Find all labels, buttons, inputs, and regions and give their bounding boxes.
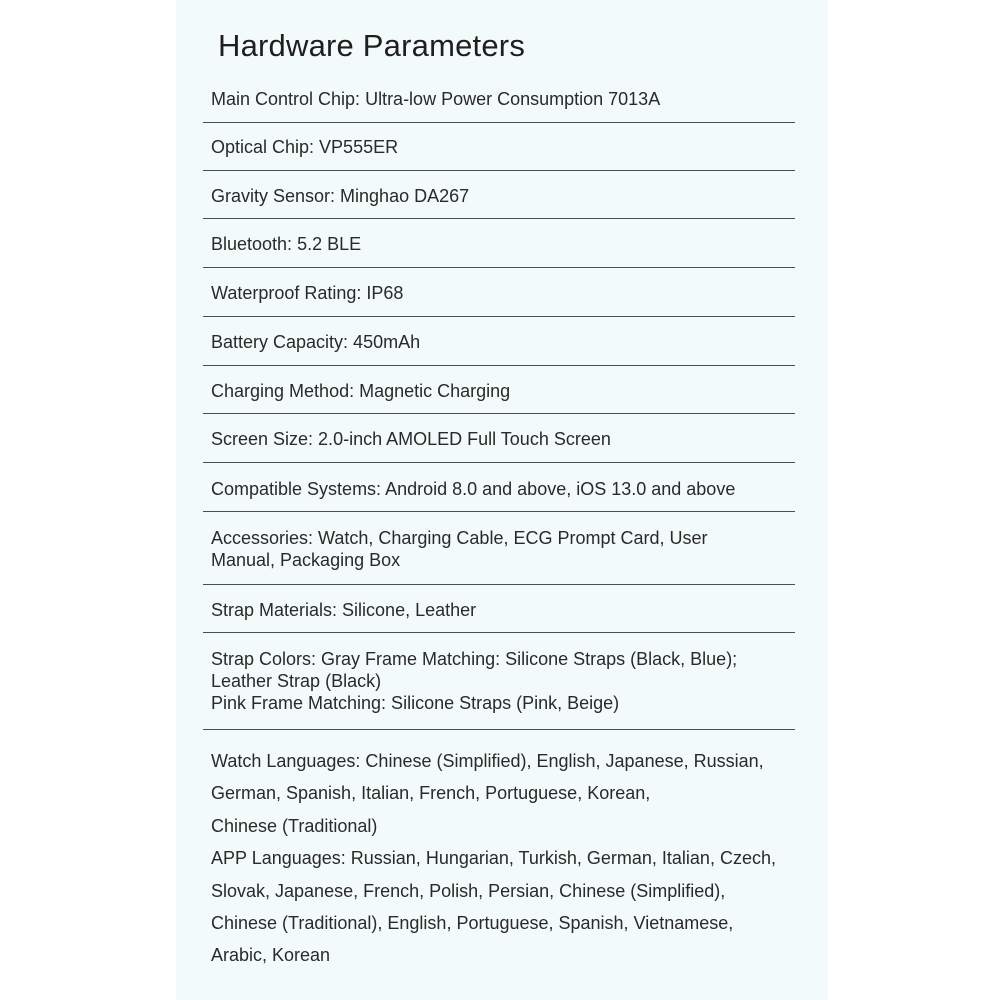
spec-row-text <box>211 478 796 500</box>
spec-line: Bluetooth: 5.2 BLE <box>211 234 362 254</box>
spec-row-text <box>211 88 796 110</box>
spec-row-text <box>211 282 796 304</box>
spec-row <box>203 317 795 366</box>
spec-row <box>203 366 795 414</box>
languages-line: Arabic, Korean <box>211 945 331 966</box>
spec-row <box>203 123 795 171</box>
spec-row-text <box>211 648 796 714</box>
spec-row <box>203 585 795 633</box>
spec-row <box>203 463 795 512</box>
spec-row-text <box>211 428 796 450</box>
spec-line: Strap Materials: Silicone, Leather <box>211 600 477 620</box>
spec-line: Manual, Packaging Box <box>211 550 401 570</box>
spec-line: Gravity Sensor: Minghao DA267 <box>211 186 470 206</box>
spec-panel <box>176 0 828 1000</box>
spec-line: Battery Capacity: 450mAh <box>211 332 421 352</box>
languages-line: APP Languages: Russian, Hungarian, Turkish, German, Italian, Czech, <box>211 848 776 869</box>
languages-line: German, Spanish, Italian, French, Portuguese, Korean, <box>211 783 651 804</box>
spec-row <box>203 219 795 268</box>
spec-line: Optical Chip: VP555ER <box>211 137 399 157</box>
languages-line: Chinese (Traditional) <box>211 815 378 836</box>
spec-row-text <box>211 233 796 255</box>
spec-line: Main Control Chip: Ultra-low Power Consumption 7013A <box>211 89 661 109</box>
spec-row-text <box>211 136 796 158</box>
languages-block <box>211 745 811 972</box>
spec-row <box>203 268 795 317</box>
spec-row <box>203 414 795 463</box>
languages-line: Chinese (Traditional), English, Portuguese, Spanish, Vietnamese, <box>211 913 734 934</box>
spec-line: Pink Frame Matching: Silicone Straps (Pink, Beige) <box>211 693 620 713</box>
page-title: Hardware Parameters <box>218 28 526 63</box>
spec-row-text <box>211 380 796 402</box>
spec-row-text <box>211 527 796 571</box>
spec-line: Accessories: Watch, Charging Cable, ECG Prompt Card, User <box>211 528 708 548</box>
spec-row-text <box>211 331 796 353</box>
spec-line: Screen Size: 2.0-inch AMOLED Full Touch Screen <box>211 429 611 449</box>
languages-line: Slovak, Japanese, French, Polish, Persian, Chinese (Simplified), <box>211 880 726 901</box>
spec-row <box>203 171 795 219</box>
spec-line: Compatible Systems: Android 8.0 and above, iOS 13.0 and above <box>211 479 736 499</box>
spec-row <box>203 512 795 585</box>
spec-line: Charging Method: Magnetic Charging <box>211 381 511 401</box>
spec-row-text <box>211 185 796 207</box>
spec-row <box>203 74 795 123</box>
spec-row-text <box>211 599 796 621</box>
spec-line: Strap Colors: Gray Frame Matching: Silicone Straps (Black, Blue); <box>211 649 738 669</box>
spec-line: Waterproof Rating: IP68 <box>211 283 404 303</box>
spec-line: Leather Strap (Black) <box>211 671 382 691</box>
languages-line: Watch Languages: Chinese (Simplified), English, Japanese, Russian, <box>211 751 764 771</box>
spec-row <box>203 633 795 730</box>
